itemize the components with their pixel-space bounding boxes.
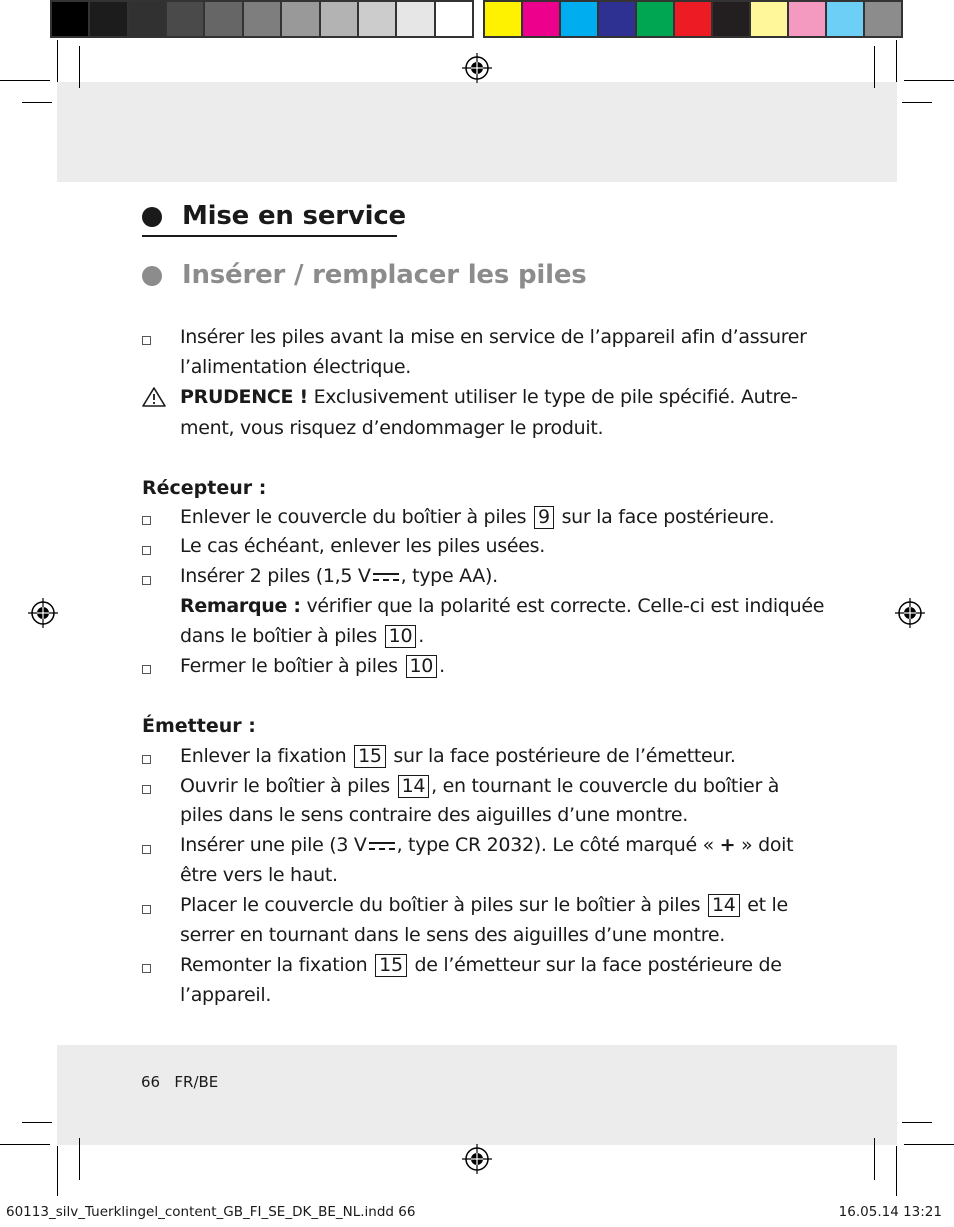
- color-swatch: [751, 2, 787, 36]
- color-swatch: [397, 2, 433, 36]
- heading-bullet-icon: [142, 207, 162, 227]
- transmitter-step: [180, 745, 736, 768]
- checkbox-bullet-icon: [142, 576, 151, 585]
- part-reference: 14: [708, 894, 740, 917]
- heading-bullet-icon: [142, 266, 162, 286]
- note-text: .: [418, 625, 424, 647]
- color-swatch: [167, 2, 203, 36]
- crop-mark: [0, 1144, 50, 1145]
- transmitter-step: [180, 894, 788, 917]
- intro-line: Insérer les piles avant la mise en service de l’appareil afin d’assurer: [180, 326, 807, 348]
- crop-mark: [904, 1144, 954, 1145]
- checkbox-bullet-icon: [142, 336, 151, 345]
- color-swatch: [321, 2, 357, 36]
- checkbox-bullet-icon: [142, 546, 151, 555]
- caution-label: PRUDENCE !: [180, 386, 308, 408]
- checkbox-bullet-icon: [142, 905, 151, 914]
- locale-label: FR/BE: [174, 1073, 219, 1091]
- step-text: sur la face postérieure.: [561, 506, 775, 528]
- page-number: [141, 1073, 218, 1091]
- color-swatch: [90, 2, 126, 36]
- step-text: Insérer 2 piles (1,5 V: [180, 565, 371, 587]
- transmitter-step: piles dans le sens contraire des aiguilles d’une montre.: [180, 804, 688, 826]
- step-text: Enlever la fixation: [180, 745, 347, 767]
- color-calibration-bar: [483, 0, 903, 38]
- color-swatch: [713, 2, 749, 36]
- page-title: Mise en service: [182, 201, 406, 231]
- receiver-step: Le cas échéant, enlever les piles usées.: [180, 535, 545, 557]
- color-swatch: [129, 2, 165, 36]
- color-swatch: [865, 2, 901, 36]
- print-file-slug: 60113_silv_Tuerklingel_content_GB_FI_SE_DK_BE_NL.indd 66: [6, 1204, 416, 1220]
- receiver-step: [180, 565, 498, 587]
- header-band: [57, 82, 897, 182]
- step-text: » doit: [735, 834, 794, 856]
- color-swatch: [244, 2, 280, 36]
- caution-line: ment, vous risquez d’endommager le produit.: [180, 417, 604, 439]
- receiver-note: [180, 625, 424, 648]
- crop-mark: [902, 1122, 932, 1123]
- crop-mark: [896, 1146, 897, 1196]
- registration-mark-icon: [462, 1144, 492, 1174]
- receiver-title: Récepteur :: [142, 477, 267, 499]
- grayscale-calibration-bar: [50, 0, 474, 38]
- page-number-value: 66: [141, 1073, 161, 1091]
- color-swatch: [359, 2, 395, 36]
- color-swatch: [485, 2, 521, 36]
- transmitter-step: l’appareil.: [180, 984, 272, 1006]
- color-swatch: [523, 2, 559, 36]
- color-swatch: [599, 2, 635, 36]
- step-text: Fermer le boîtier à piles: [180, 655, 398, 677]
- transmitter-title: Émetteur :: [142, 715, 256, 737]
- transmitter-step: serrer en tournant dans le sens des aiguilles d’une montre.: [180, 924, 725, 946]
- crop-mark: [874, 46, 875, 88]
- crop-mark: [79, 46, 80, 88]
- receiver-step: [180, 655, 445, 678]
- warning-icon: [141, 386, 167, 408]
- crop-mark: [902, 102, 932, 103]
- registration-mark-icon: [895, 598, 925, 628]
- color-swatch: [282, 2, 318, 36]
- checkbox-bullet-icon: [142, 665, 151, 674]
- caution-line: [180, 386, 798, 408]
- checkbox-bullet-icon: [142, 516, 151, 525]
- dc-symbol-icon: [373, 571, 399, 583]
- part-reference: 15: [375, 954, 407, 977]
- part-reference: 15: [354, 745, 386, 768]
- step-text: Insérer une pile (3 V: [180, 834, 367, 856]
- step-text: , en tournant le couvercle du boîtier à: [431, 775, 780, 797]
- crop-mark: [57, 40, 58, 82]
- dc-symbol-icon: [369, 840, 395, 852]
- title-underline: [142, 235, 397, 237]
- registration-mark-icon: [28, 598, 58, 628]
- footer-band: [57, 1045, 897, 1145]
- crop-mark: [57, 1146, 58, 1196]
- color-swatch: [827, 2, 863, 36]
- registration-mark-icon: [462, 53, 492, 83]
- crop-mark: [874, 1138, 875, 1180]
- transmitter-step: [180, 954, 782, 977]
- part-reference: 14: [398, 775, 430, 798]
- transmitter-step: [180, 775, 779, 798]
- crop-mark: [22, 1122, 52, 1123]
- step-text: .: [439, 655, 445, 677]
- crop-mark: [22, 102, 52, 103]
- checkbox-bullet-icon: [142, 964, 151, 973]
- color-swatch: [436, 2, 472, 36]
- part-reference: 10: [406, 655, 438, 678]
- step-text: Placer le couvercle du boîtier à piles sur le boîtier à piles: [180, 894, 701, 916]
- step-text: Remonter la fixation: [180, 954, 368, 976]
- color-swatch: [205, 2, 241, 36]
- step-text: et le: [747, 894, 788, 916]
- checkbox-bullet-icon: [142, 755, 151, 764]
- part-reference: 9: [534, 506, 554, 529]
- color-swatch: [789, 2, 825, 36]
- step-text: Ouvrir le boîtier à piles: [180, 775, 390, 797]
- plus-symbol: +: [719, 834, 736, 856]
- note-text: vérifier que la polarité est correcte. Celle-ci est indiquée: [300, 595, 825, 617]
- step-text: , type AA).: [400, 565, 498, 587]
- note-label: Remarque :: [180, 595, 301, 617]
- intro-line: l’alimentation électrique.: [180, 356, 411, 378]
- receiver-note: [180, 595, 824, 617]
- color-swatch: [675, 2, 711, 36]
- step-text: Enlever le couvercle du boîtier à piles: [180, 506, 527, 528]
- receiver-step: [180, 506, 774, 529]
- print-date: 16.05.14 13:21: [838, 1204, 942, 1220]
- step-text: , type CR 2032). Le côté marqué «: [396, 834, 720, 856]
- crop-mark: [79, 1138, 80, 1180]
- color-swatch: [561, 2, 597, 36]
- crop-mark: [0, 80, 50, 81]
- caution-text: Exclusivement utiliser le type de pile spécifié. Autre-: [307, 386, 798, 408]
- section-heading: Insérer / remplacer les piles: [182, 260, 587, 290]
- checkbox-bullet-icon: [142, 785, 151, 794]
- part-reference: 10: [385, 625, 417, 648]
- step-text: sur la face postérieure de l’émetteur.: [393, 745, 736, 767]
- note-text: dans le boîtier à piles: [180, 625, 377, 647]
- color-swatch: [52, 2, 88, 36]
- checkbox-bullet-icon: [142, 845, 151, 854]
- crop-mark: [904, 80, 954, 81]
- step-text: de l’émetteur sur la face postérieure de: [414, 954, 782, 976]
- crop-mark: [896, 40, 897, 82]
- color-swatch: [637, 2, 673, 36]
- transmitter-step: être vers le haut.: [180, 864, 338, 886]
- transmitter-step: [180, 834, 793, 856]
